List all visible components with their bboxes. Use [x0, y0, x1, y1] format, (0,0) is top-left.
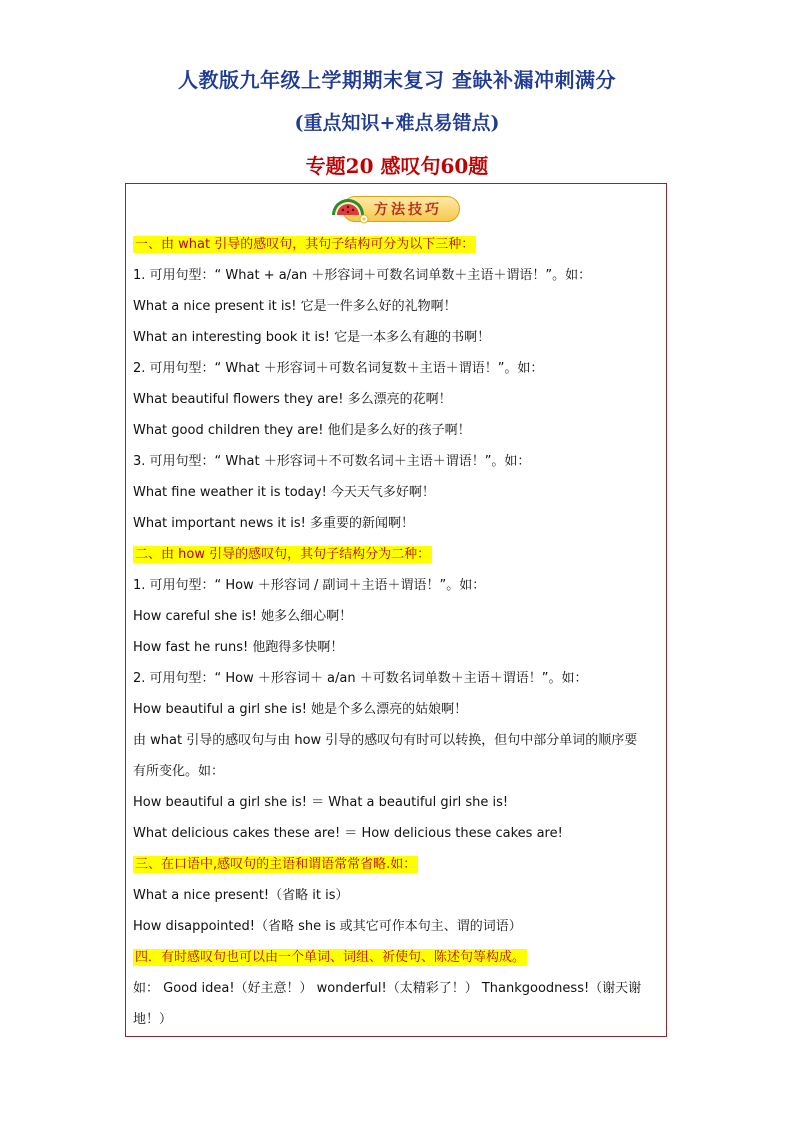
badge-label: 方法技巧 [374, 202, 442, 218]
section-heading-3: 三、在口语中,感叹句的主语和谓语常常省略.如： [135, 857, 417, 872]
example-line: How fast he runs! 他跑得多快啊！ [133, 640, 344, 655]
example-line: How careful she is! 她多么细心啊！ [133, 609, 353, 624]
section-heading-4: 四．有时感叹句也可以由一个单词、词组、祈使句、陈述句等构成。 [135, 950, 526, 965]
example-line: What a nice present!（省略 it is） [133, 888, 349, 903]
document-title: 人教版九年级上学期期末复习 查缺补漏冲刺满分 [178, 68, 616, 92]
example-line: How beautiful a girl she is! ＝ What a beautiful girl she is! [133, 795, 509, 810]
example-line: How beautiful a girl she is! 她是个多么漂亮的姑娘啊！ [133, 702, 468, 717]
text-line: 如： Good idea!（好主意！） wonderful!（太精彩了！） Thankgoodness!（谢天谢 [133, 981, 642, 996]
example-line: How disappointed!（省略 she is 或其它可作本句主、谓的词语） [133, 919, 522, 934]
section-heading-2: 二、由 how 引导的感叹句，其句子结构分为二种： [135, 547, 431, 562]
section-heading-1: 一、由 what 引导的感叹句，其句子结构可分为以下三种： [135, 237, 475, 252]
topic-title: 专题20 感叹句60题 [305, 154, 489, 178]
text-line: 2. 可用句型：“ What ＋形容词＋可数名词复数＋主语＋谓语！”。如： [133, 361, 544, 376]
example-line: What an interesting book it is! 它是一本多么有趣的书啊！ [133, 330, 491, 345]
example-line: What good children they are! 他们是多么好的孩子啊！ [133, 423, 471, 438]
document-subtitle: (重点知识+难点易错点) [294, 112, 500, 134]
text-line: 地！） [133, 1012, 173, 1027]
example-line: What a nice present it is! 它是一件多么好的礼物啊！ [133, 299, 457, 314]
example-line: What fine weather it is today! 今天天气多好啊！ [133, 485, 435, 500]
text-line: 由 what 引导的感叹句与由 how 引导的感叹句有时可以转换，但句中部分单词的顺序要 [133, 733, 638, 748]
text-line: 1. 可用句型：“ What + a/an ＋形容词＋可数名词单数＋主语＋谓语！”。如： [133, 268, 592, 283]
content-box [125, 183, 667, 1037]
example-line: What delicious cakes these are! ＝ How delicious these cakes are! [133, 826, 563, 841]
text-line: 有所变化。如： [133, 764, 225, 779]
watermelon-icon [328, 193, 372, 227]
method-tips-badge [328, 193, 464, 225]
text-line: 1. 可用句型：“ How ＋形容词 / 副词＋主语＋谓语！”。如： [133, 578, 486, 593]
text-line: 3. 可用句型：“ What ＋形容词＋不可数名词＋主语＋谓语！”。如： [133, 454, 531, 469]
text-line: 2. 可用句型：“ How ＋形容词＋ a/an ＋可数名词单数＋主语＋谓语！”。如： [133, 671, 588, 686]
example-line: What beautiful flowers they are! 多么漂亮的花啊！ [133, 392, 452, 407]
example-line: What important news it is! 多重要的新闻啊！ [133, 516, 414, 531]
